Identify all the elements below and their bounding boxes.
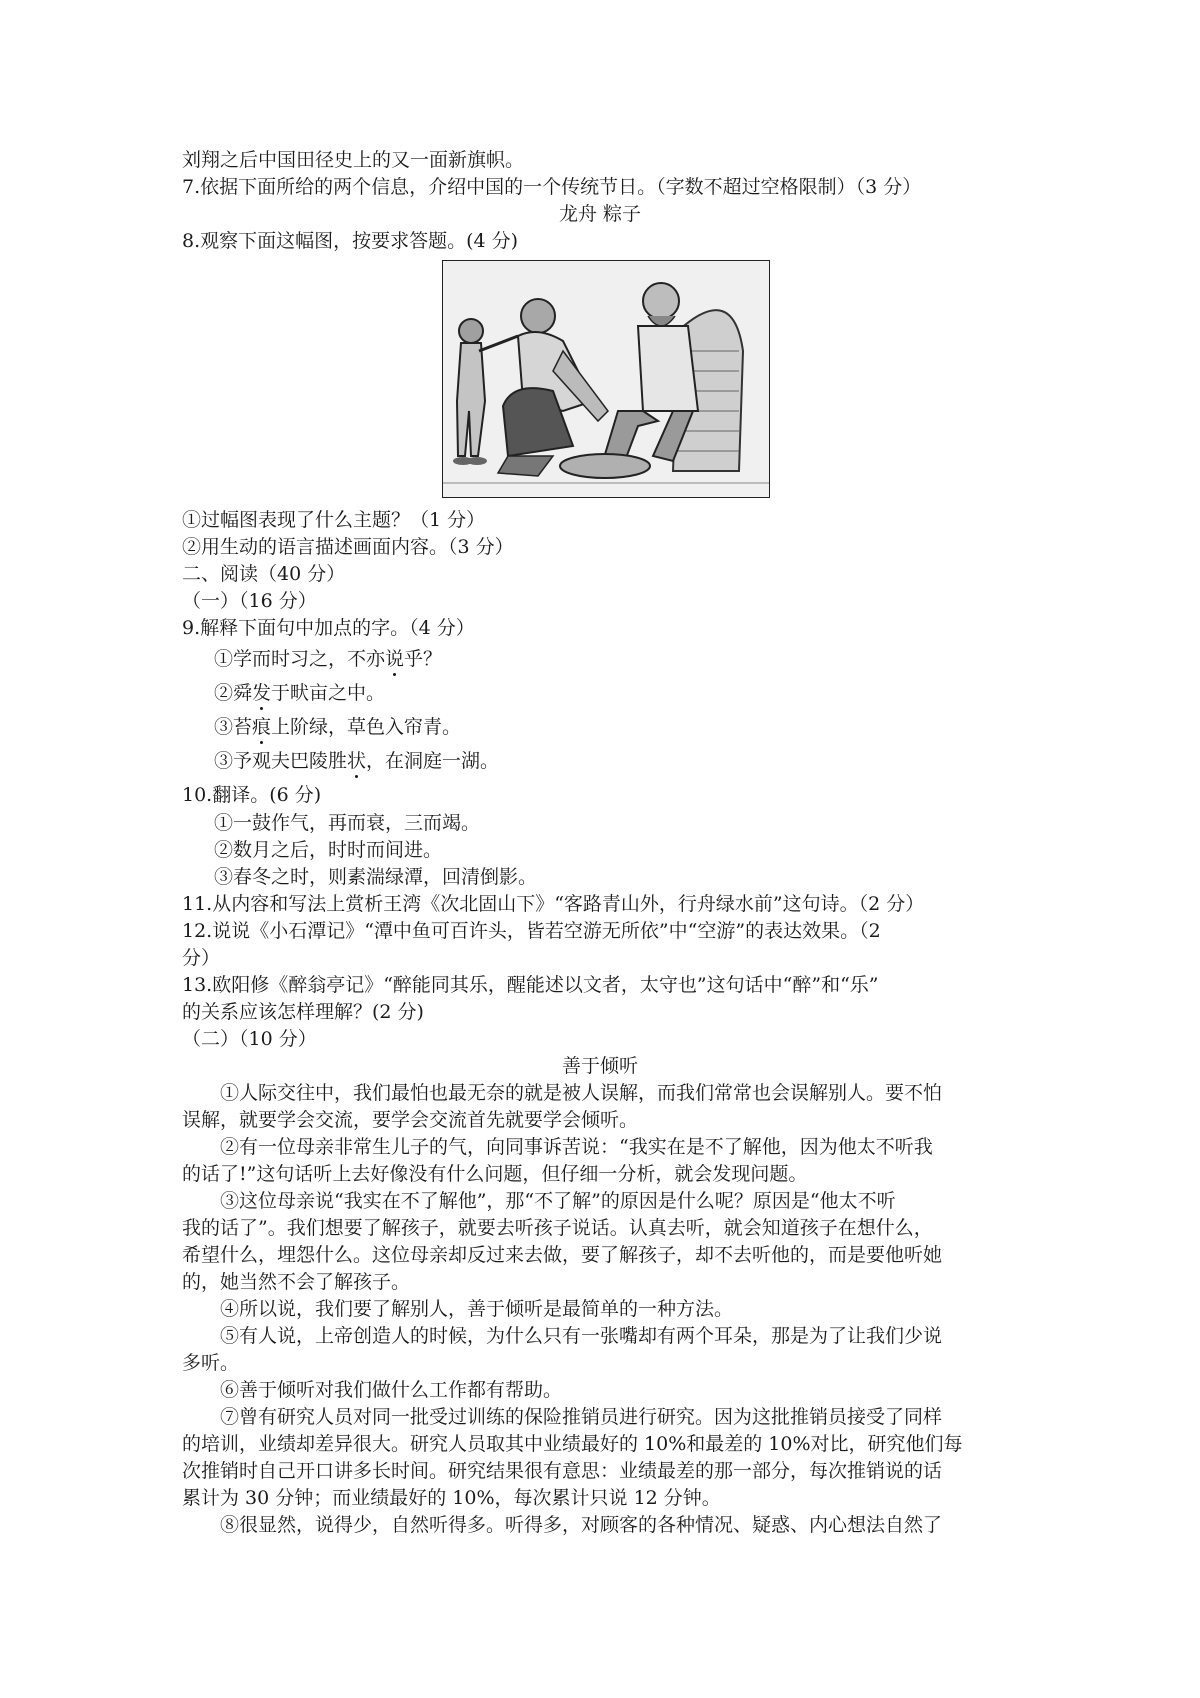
- paragraph-line: ④所以说，我们要了解别人，善于倾听是最简单的一种方法。: [220, 1298, 734, 1320]
- question-10-item-1: ①一鼓作气，再而衰，三而竭。: [214, 812, 481, 834]
- section-heading-reading: 二、阅读（40 分）: [182, 563, 346, 585]
- question-9-item-3: [214, 714, 461, 740]
- paragraph-line: 多听。: [182, 1352, 240, 1374]
- subsection-2-heading: （二）（10 分）: [182, 1028, 317, 1050]
- question-10: 10.翻译。(6 分): [182, 784, 322, 806]
- paragraph-line: ②有一位母亲非常生儿子的气，向同事诉苦说：“我实在是不了解他，因为他太不听我: [220, 1136, 933, 1158]
- paragraph-line: ⑥善于倾听对我们做什么工作都有帮助。: [220, 1379, 563, 1401]
- question-9: 9.解释下面句中加点的字。（4 分）: [182, 617, 475, 639]
- paragraph-line: ⑧很显然，说得少，自然听得多。听得多，对顾客的各种情况、疑惑、内心想法自然了: [220, 1514, 943, 1536]
- text: ①学而时习之，不亦: [214, 648, 386, 670]
- question-11: 11.从内容和写法上赏析王湾《次北固山下》“客路青山外，行舟绿水前”这句诗。（2 分）: [182, 893, 925, 915]
- text-line: 刘翔之后中国田径史上的又一面新旗帜。: [182, 149, 525, 171]
- question-9-item-4: [214, 748, 499, 774]
- paragraph-line: ⑤有人说，上帝创造人的时候，为什么只有一张嘴却有两个耳朵，那是为了让我们少说: [220, 1325, 943, 1347]
- question-10-item-3: ③春冬之时，则素湍绿潭，回清倒影。: [214, 866, 538, 888]
- paragraph-line: 的培训，业绩却差异很大。研究人员取其中业绩最好的 10%和最差的 10%对比，研究他们每: [182, 1433, 963, 1455]
- text: ②舜: [214, 682, 253, 704]
- paragraph-line: 次推销时自己开口讲多长时间。研究结果很有意思：业绩最差的那一部分，每次推销说的话: [182, 1460, 943, 1482]
- article-title: 善于倾听: [561, 1055, 638, 1077]
- text: ，在洞庭一湖。: [366, 750, 500, 772]
- paragraph-line: ③这位母亲说“我实在不了解他”，那“不了解”的原因是什么呢？原因是“他太不听: [220, 1190, 896, 1212]
- question-9-item-1: [214, 646, 442, 672]
- paragraph-line: 累计为 30 分钟；而业绩最好的 10%，每次累计只说 12 分钟。: [182, 1487, 721, 1509]
- paragraph-line: 的话了!”这句话听上去好像没有什么问题，但仔细一分析，就会发现问题。: [182, 1163, 808, 1185]
- question-12: 12.说说《小石潭记》“潭中鱼可百许头，皆若空游无所依”中“空游”的表达效果。（2: [182, 920, 881, 942]
- paragraph-line: 希望什么，埋怨什么。这位母亲却反过来去做，要了解孩子，却不去听他的，而是要他听她: [182, 1244, 943, 1266]
- question-13: 13.欧阳修《醉翁亭记》“醉能同其乐，醒能述以文者，太守也”这句话中“醉”和“乐”: [182, 974, 879, 996]
- dotted-character: 说: [385, 648, 405, 670]
- subsection-1-heading: （一）（16 分）: [182, 590, 317, 612]
- question-8: 8.观察下面这幅图，按要求答题。(4 分): [182, 230, 519, 252]
- paragraph-line: 误解，就要学会交流，要学会交流首先就要学会倾听。: [182, 1109, 639, 1131]
- text: ③予观夫巴陵胜: [214, 750, 348, 772]
- text: 上阶绿，草色入帘青。: [271, 716, 462, 738]
- dotted-character: 发: [252, 682, 272, 704]
- dotted-character: 状: [347, 750, 367, 772]
- question-9-item-2: [214, 680, 385, 706]
- text: 于畎亩之中。: [271, 682, 386, 704]
- illustration-drawing: [443, 261, 769, 497]
- question-8-part-2: ②用生动的语言描述画面内容。（3 分）: [182, 536, 514, 558]
- paragraph-line: 我的话了”。我们想要了解孩子，就要去听孩子说话。认真去听，就会知道孩子在想什么，: [182, 1217, 933, 1239]
- question-13-continued: 的关系应该怎样理解？(2 分): [182, 1001, 424, 1023]
- paragraph-line: ①人际交往中，我们最怕也最无奈的就是被人误解，而我们常常也会误解别人。要不怕: [220, 1082, 943, 1104]
- text: ③苔: [214, 716, 253, 738]
- paragraph-line: 的，她当然不会了解孩子。: [182, 1271, 411, 1293]
- question-8-part-1: ①过幅图表现了什么主题？（1 分）: [182, 509, 486, 531]
- paragraph-line: ⑦曾有研究人员对同一批受过训练的保险推销员进行研究。因为这批推销员接受了同样: [220, 1406, 943, 1428]
- question-7: 7.依据下面所给的两个信息，介绍中国的一个传统节日。（字数不超过空格限制）（3 分）: [182, 176, 922, 198]
- dotted-character: 痕: [252, 716, 272, 738]
- family-foot-washing-illustration: [442, 260, 770, 498]
- festival-clues: 龙舟 粽子: [558, 203, 642, 225]
- question-10-item-2: ②数月之后，时时而间进。: [214, 839, 443, 861]
- text: 乎？: [404, 648, 443, 670]
- question-12-continued: 分）: [182, 947, 221, 969]
